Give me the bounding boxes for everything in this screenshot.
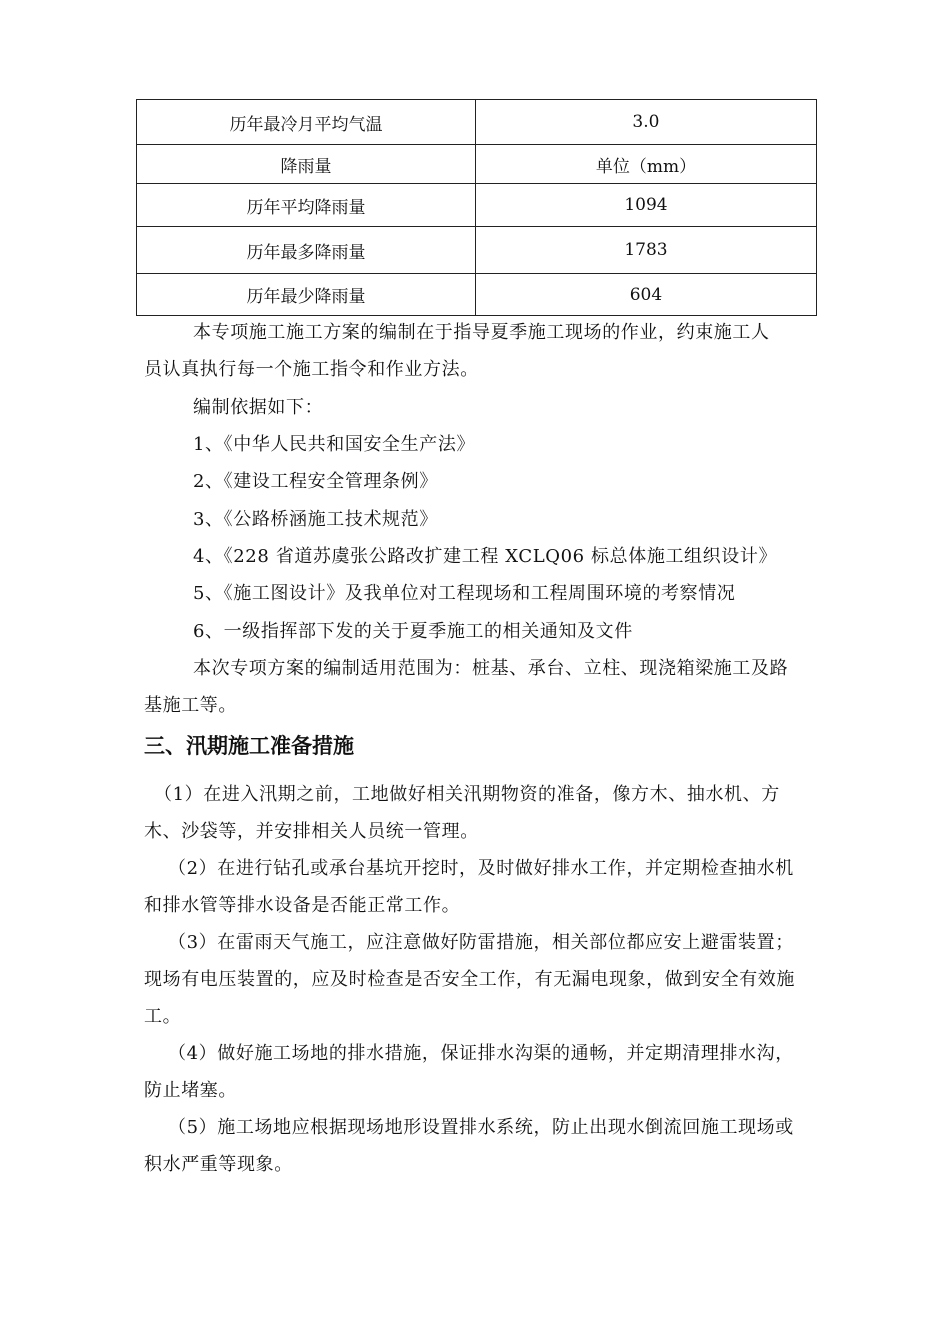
basis-item: 6、一级指挥部下发的关于夏季施工的相关通知及文件: [193, 621, 633, 642]
table-row: [137, 227, 817, 274]
measure-line: 防止堵塞。: [144, 1080, 237, 1101]
basis-item: 2、《建设工程安全管理条例》: [193, 471, 438, 492]
table-cell-value: 604: [475, 274, 816, 316]
climate-table: [136, 99, 817, 316]
basis-item: 1、《中华人民共和国安全生产法》: [193, 434, 476, 455]
basis-item: 5、《施工图设计》及我单位对工程现场和工程周围环境的考察情况: [193, 583, 736, 604]
table-cell-label: 历年最冷月平均气温: [137, 100, 476, 145]
intro-line: 员认真执行每一个施工指令和作业方法。: [144, 359, 479, 380]
measure-line: 工。: [144, 1006, 182, 1027]
basis-item: 3、《公路桥涵施工技术规范》: [193, 509, 438, 530]
measure-line: （5）施工场地应根据现场地形设置排水系统，防止出现水倒流回施工现场或: [168, 1117, 794, 1138]
table-cell-label: 降雨量: [137, 145, 476, 184]
section-heading: 三、汛期施工准备措施: [144, 734, 354, 758]
basis-title: 编制依据如下：: [193, 397, 324, 418]
table-row: [137, 274, 817, 316]
scope-line: 本次专项方案的编制适用范围为：桩基、承台、立柱、现浇箱梁施工及路: [193, 658, 789, 679]
table-row: [137, 184, 817, 227]
table-cell-value: 1783: [475, 227, 816, 274]
scope-line: 基施工等。: [144, 695, 237, 716]
table-cell-value: 3.0: [475, 100, 816, 145]
measure-line: （2）在进行钻孔或承台基坑开挖时，及时做好排水工作，并定期检查抽水机: [168, 858, 794, 879]
intro-line: 本专项施工施工方案的编制在于指导夏季施工现场的作业，约束施工人: [193, 322, 770, 343]
measure-line: 现场有电压装置的，应及时检查是否安全工作，有无漏电现象，做到安全有效施: [144, 969, 795, 990]
basis-item: 4、《228 省道苏虞张公路改扩建工程 XCLQ06 标总体施工组织设计》: [193, 546, 778, 567]
measure-line: 和排水管等排水设备是否能正常工作。: [144, 895, 461, 916]
table-cell-value: 单位（mm）: [475, 145, 816, 184]
table-row: [137, 100, 817, 145]
measure-line: （4）做好施工场地的排水措施，保证排水沟渠的通畅，并定期清理排水沟，: [168, 1043, 794, 1064]
measure-line: （1）在进入汛期之前，工地做好相关汛期物资的准备，像方木、抽水机、方: [154, 784, 780, 805]
table-row: [137, 145, 817, 184]
table-cell-label: 历年最多降雨量: [137, 227, 476, 274]
table-cell-label: 历年平均降雨量: [137, 184, 476, 227]
measure-line: （3）在雷雨天气施工，应注意做好防雷措施，相关部位都应安上避雷装置；: [168, 932, 794, 953]
measure-line: 积水严重等现象。: [144, 1154, 293, 1175]
table-cell-value: 1094: [475, 184, 816, 227]
table-cell-label: 历年最少降雨量: [137, 274, 476, 316]
measure-line: 木、沙袋等，并安排相关人员统一管理。: [144, 821, 479, 842]
